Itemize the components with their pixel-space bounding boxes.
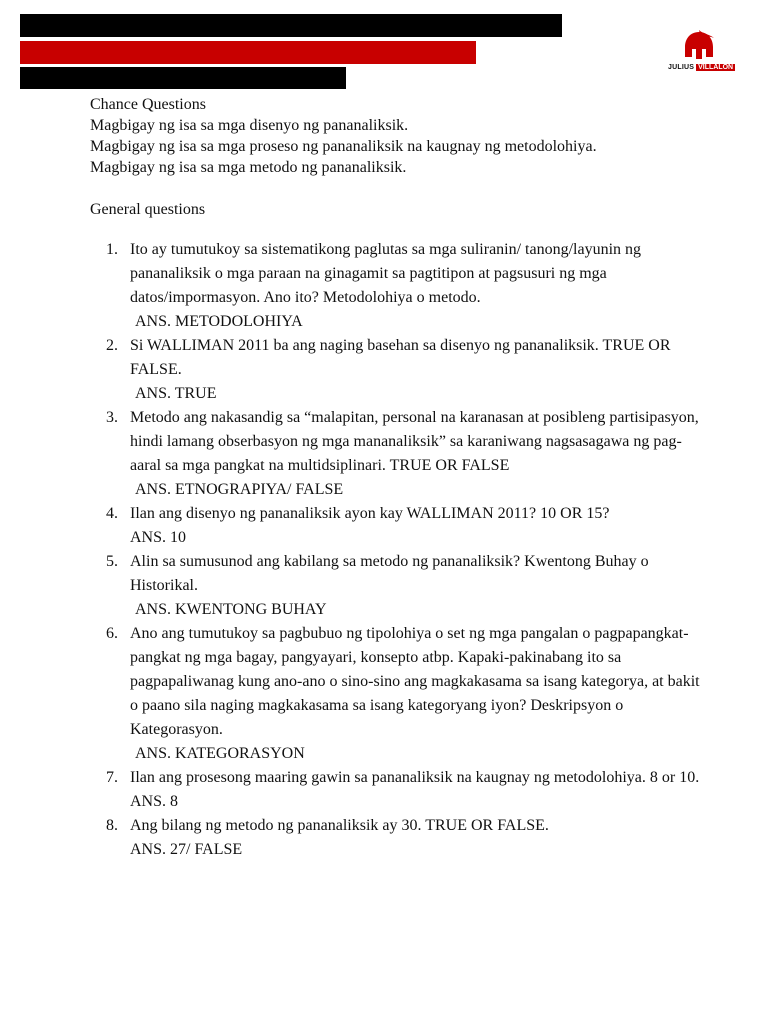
answer-text: ANS. KWENTONG BUHAY (135, 601, 327, 618)
logo-text-secondary: VILLALON (698, 63, 734, 71)
question-number: 1. (106, 241, 118, 258)
question-item (90, 766, 710, 814)
question-number: 6. (106, 625, 118, 642)
answer-text: ANS. 27/ FALSE (130, 841, 243, 858)
question-item (90, 238, 710, 334)
general-questions-list (90, 238, 710, 862)
question-item (90, 334, 710, 406)
answer-text: ANS. 10 (130, 529, 187, 546)
general-questions-heading: General questions (90, 201, 206, 218)
logo-text-primary: JULIUS (668, 63, 695, 71)
question-item (90, 814, 710, 862)
chance-question-line: Magbigay ng isa sa mga metodo ng pananaliksik. (90, 159, 407, 176)
header-bar-black-bottom (20, 67, 346, 89)
answer-text: ANS. ETNOGRAPIYA/ FALSE (135, 481, 344, 498)
question-text: Alin sa sumusunod ang kabilang sa metodo ng pananaliksik? Kwentong Buhay o Historikal. (130, 553, 649, 594)
question-text: Si WALLIMAN 2011 ba ang naging basehan sa disenyo ng pananaliksik. TRUE OR FALSE. (130, 337, 671, 378)
question-number: 4. (106, 505, 118, 522)
question-number: 5. (106, 553, 118, 570)
question-number: 7. (106, 769, 118, 786)
question-item (90, 550, 710, 622)
question-item (90, 622, 710, 766)
answer-text: ANS. METODOLOHIYA (135, 313, 303, 330)
header-bar-red (20, 41, 476, 64)
question-text: Metodo ang nakasandig sa “malapitan, personal na karanasan at posibleng partisipasyon, hindi lamang obserbasyon ng mga mananaliksik” sa karaniwang nagsasagawa ng pag-aaral sa mga pangkat na multidsiplinari. TRUE OR FALSE (130, 409, 699, 474)
question-text: Ilan ang prosesong maaring gawin sa pananaliksik na kaugnay ng metodolohiya. 8 or 10. (130, 769, 700, 786)
answer-text: ANS. TRUE (135, 385, 217, 402)
header-bar-black-top (20, 14, 562, 37)
document-body (90, 94, 710, 862)
question-text: Ang bilang ng metodo ng pananaliksik ay 30. TRUE OR FALSE. (130, 817, 549, 834)
question-text: Ito ay tumutukoy sa sistematikong paglutas sa mga suliranin/ tanong/layunin ng pananaliksik o mga paraan na ginagamit sa pagtitipon at pagsusuri ng mga datos/impormasyon. Ano ito? Metodolohiya o metodo. (130, 241, 642, 306)
logo (666, 30, 736, 78)
question-item (90, 502, 710, 550)
question-item (90, 406, 710, 502)
spartan-helmet-icon (676, 30, 722, 62)
chance-questions-heading: Chance Questions (90, 96, 206, 113)
chance-question-line: Magbigay ng isa sa mga proseso ng pananaliksik na kaugnay ng metodolohiya. (90, 138, 597, 155)
question-text: Ano ang tumutukoy sa pagbubuo ng tipolohiya o set ng mga pangalan o pagpapangkat-pangkat ng mga bagay, pangyayari, konsepto atbp. Kapaki-pakinabang ito sa pagpapaliwanag kung ano-ano o sino-sino ang magkakasama sa isang kategorya, at bakit o paano sila naging magkakasama sa isang kategoryang iyon? Deskripsyon o Kategorasyon. (130, 625, 700, 738)
question-number: 2. (106, 337, 118, 354)
question-number: 3. (106, 409, 118, 426)
question-text: Ilan ang disenyo ng pananaliksik ayon kay WALLIMAN 2011? 10 OR 15? (130, 505, 610, 522)
answer-text: ANS. 8 (130, 793, 179, 810)
question-number: 8. (106, 817, 118, 834)
chance-questions-section (90, 94, 710, 178)
chance-question-line: Magbigay ng isa sa mga disenyo ng pananaliksik. (90, 117, 409, 134)
answer-text: ANS. KATEGORASYON (135, 745, 305, 762)
